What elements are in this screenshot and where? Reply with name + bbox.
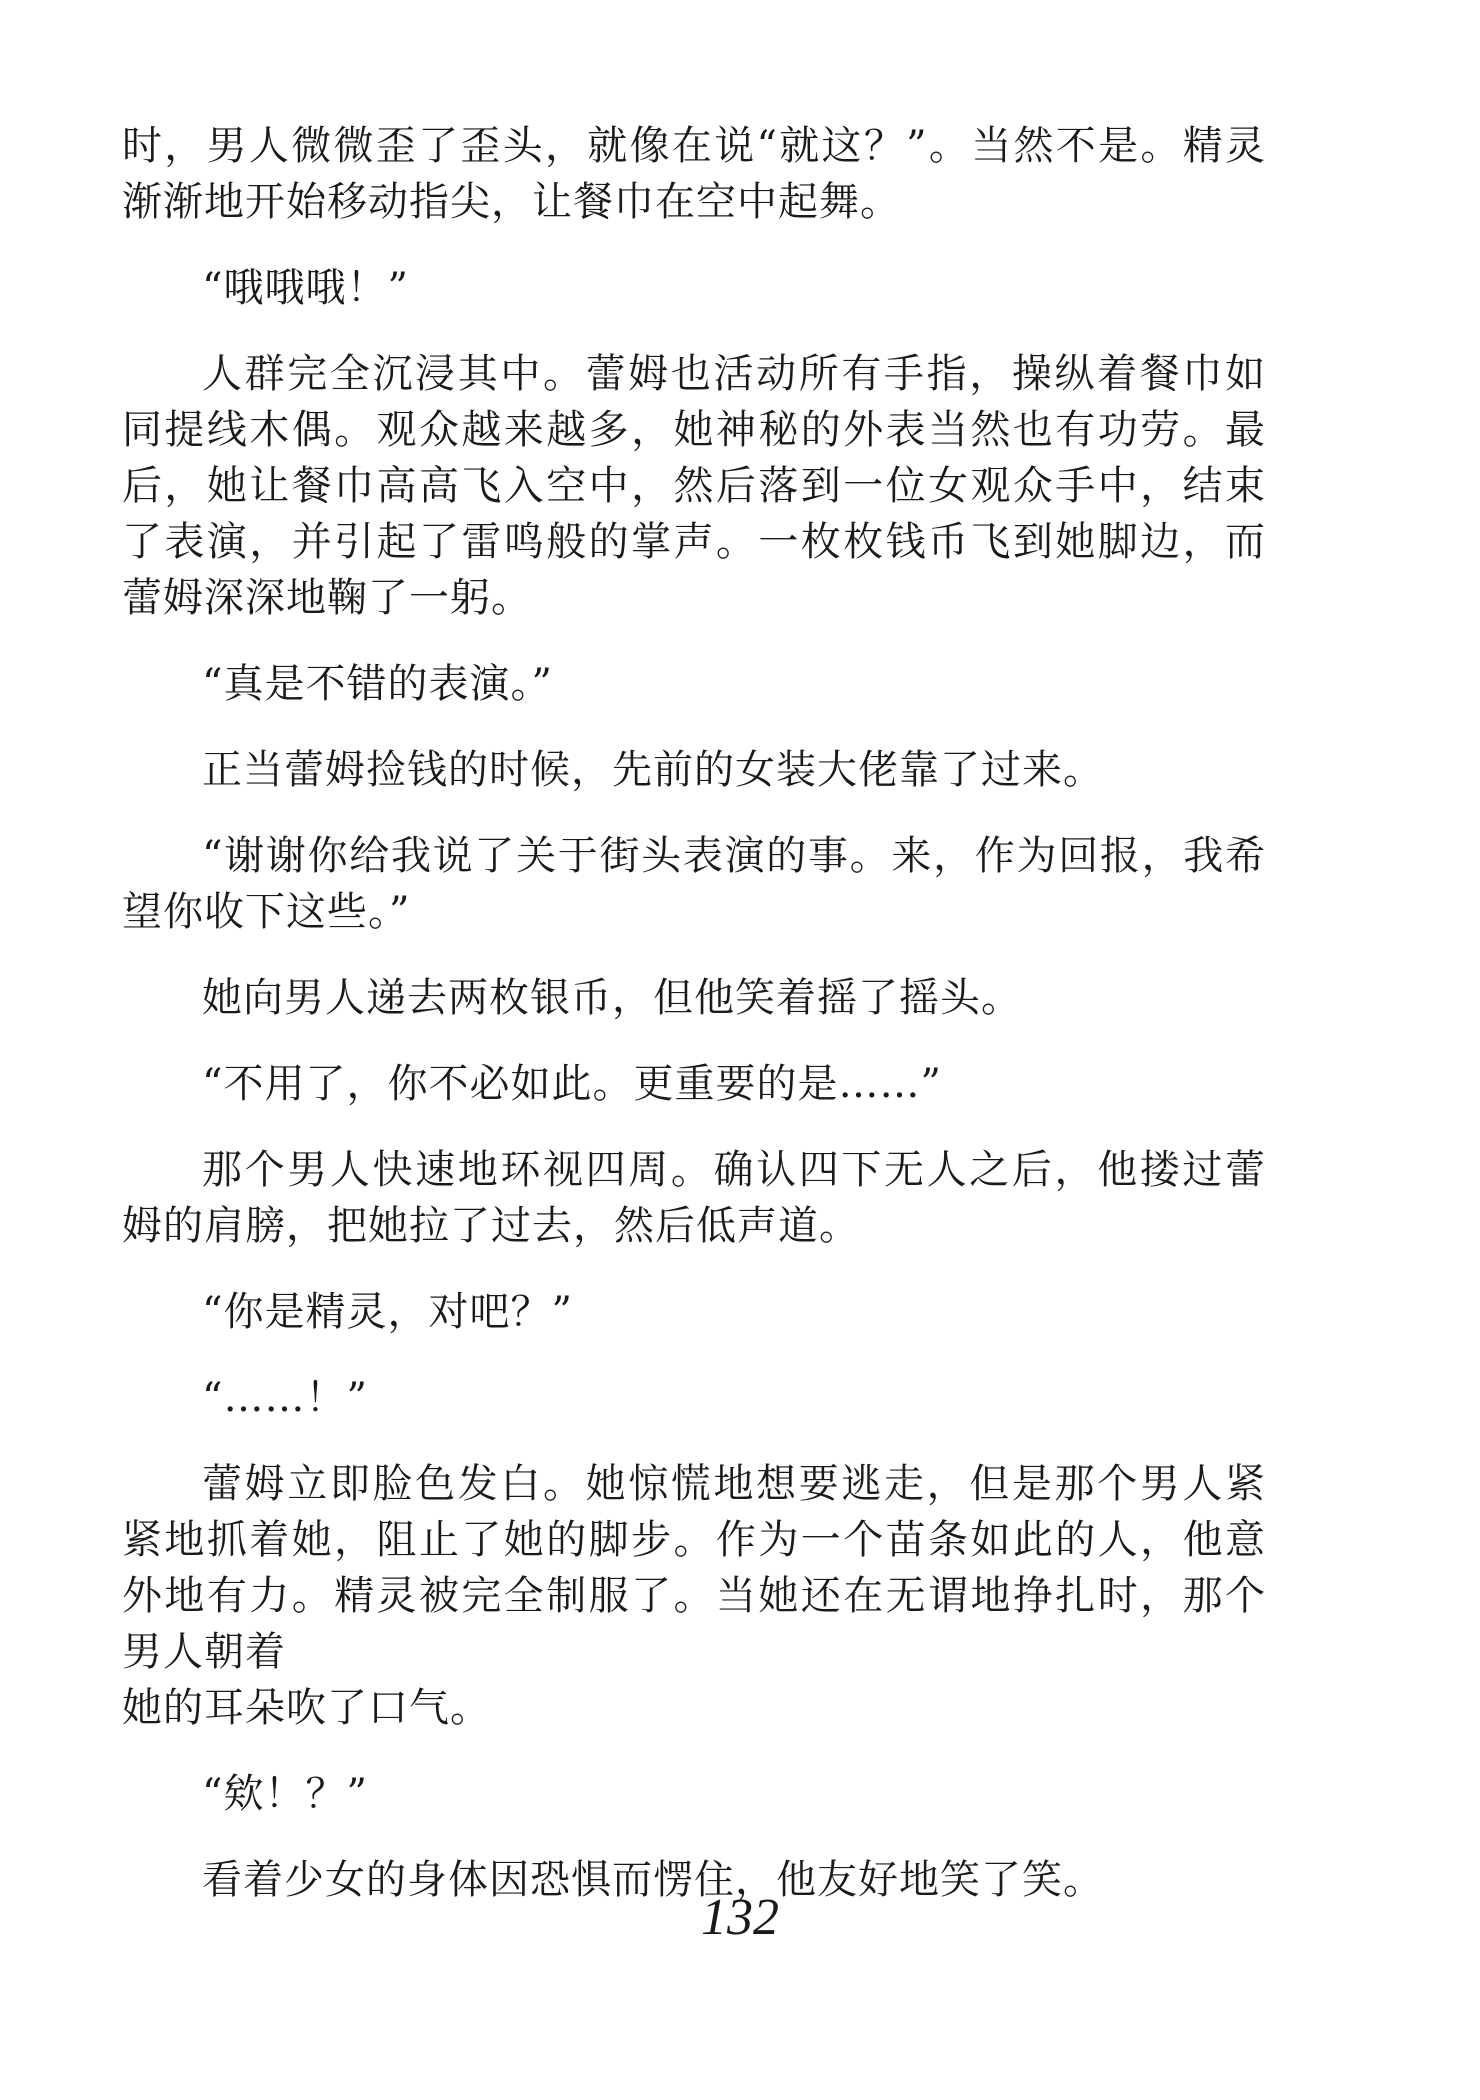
paragraph: 时，男人微微歪了歪头，就像在说“就这？”。当然不是。精灵渐渐地开始移动指尖，让餐巾在空中起舞。: [122, 123, 1266, 225]
paragraph-continuation: 她的耳朵吹了口气。: [122, 1685, 491, 1731]
paragraph: 她向男人递去两枚银币，但他笑着摇了摇头。: [202, 975, 1022, 1021]
paragraph: 人群完全沉浸其中。蕾姆也活动所有手指，操纵着餐巾如同提线木偶。观众越来越多，她神秘的外表当然也有功劳。最后，她让餐巾高高飞入空中，然后落到一位女观众手中，结束了表演，并引起了雷鸣般的掌声。一枚枚钱币飞到她脚边，而蕾姆深深地鞠了一躬。: [122, 351, 1266, 621]
paragraph: “谢谢你给我说了关于街头表演的事。来，作为回报，我希望你收下这些。”: [122, 833, 1266, 935]
paragraph: “欸！？”: [202, 1771, 368, 1817]
paragraph: “哦哦哦！”: [202, 265, 409, 311]
page-body: [122, 118, 1266, 1938]
paragraph: “你是精灵，对吧？”: [202, 1289, 573, 1335]
paragraph: 那个男人快速地环视四周。确认四下无人之后，他搂过蕾姆的肩膀，把她拉了过去，然后低声道。: [122, 1147, 1266, 1249]
paragraph: “不用了，你不必如此。更重要的是……”: [202, 1061, 942, 1107]
paragraph: 蕾姆立即脸色发白。她惊慌地想要逃走，但是那个男人紧紧地抓着她，阻止了她的脚步。作为一个苗条如此的人，他意外地有力。精灵被完全制服了。当她还在无谓地挣扎时，那个男人朝着: [122, 1461, 1266, 1675]
paragraph: “真是不错的表演。”: [202, 661, 553, 707]
paragraph: 看着少女的身体因恐惧而愣住，他友好地笑了笑。: [202, 1857, 1104, 1903]
paragraph: 正当蕾姆捡钱的时候，先前的女装大佬靠了过来。: [202, 747, 1104, 793]
paragraph: “……！”: [202, 1375, 368, 1421]
page-number: 132: [701, 1889, 779, 1946]
